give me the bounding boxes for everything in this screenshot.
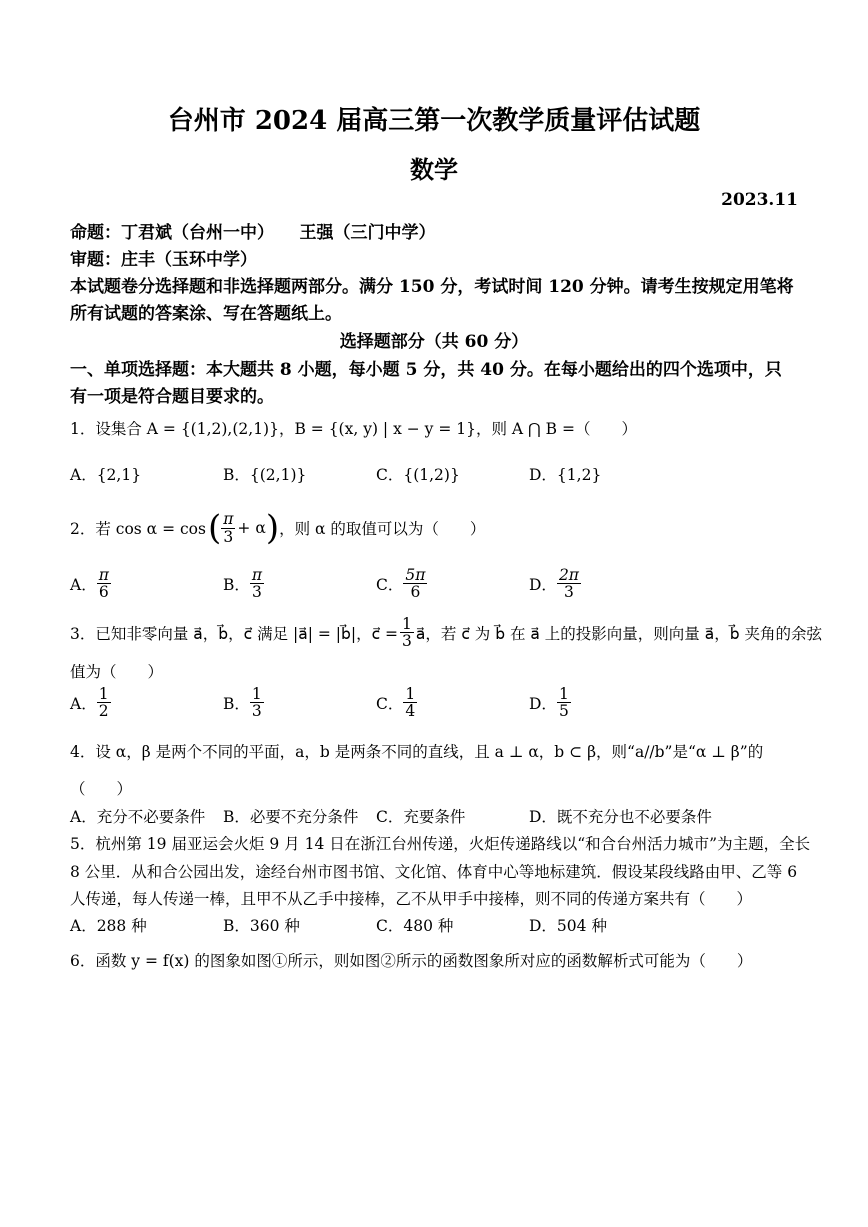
fraction-denominator: 6 — [98, 583, 109, 602]
question-2-stem-post: ，则 α 的取值可以为（ ） — [279, 520, 486, 538]
part-instructions-1: 一、单项选择题：本大题共 8 小题，每小题 5 分，共 40 分。在每小题给出的四个选项中，只 — [70, 360, 782, 380]
question-5-stem-line-1: 5．杭州第 19 届亚运会火炬 9 月 14 日在浙江台州传递，火炬传递路线以“和合台州活力城市”为主题，全长 — [70, 835, 811, 853]
question-5-stem-line-2: 8 公里．从和合公园出发，途经台州市图书馆、文化馆、体育中心等地标建筑．假设某段线路由甲、乙等 6 — [70, 863, 798, 881]
question-2-fraction — [221, 511, 235, 545]
question-3-stem-part-1: 3．已知非零向量 a⃗，b⃗，c⃗ 满足 |a⃗| = |b⃗|，c⃗ = — [70, 624, 399, 643]
question-3-option-b — [223, 686, 264, 720]
option-label: A． — [70, 694, 97, 713]
question-6-stem: 6．函数 y = f(x) 的图象如图①所示，则如图②所示的函数图象所对应的函数解析式可能为（ ） — [70, 952, 753, 970]
fraction-numerator: 5π — [405, 566, 426, 584]
authors-line: 命题：丁君斌（台州一中） 王强（三门中学） — [70, 223, 436, 243]
option-label: C． — [376, 575, 404, 594]
option-label: B． — [223, 575, 250, 594]
question-2-option-b — [223, 567, 264, 601]
section-heading: 选择题部分（共 60 分） — [339, 332, 529, 352]
question-1-option-c: C．{(1,2)} — [376, 466, 460, 484]
fraction-denominator: 6 — [410, 583, 421, 602]
fraction-numerator: 1 — [405, 685, 416, 703]
fraction-numerator: 1 — [558, 685, 569, 703]
fraction-denominator: 2 — [98, 702, 109, 721]
fraction-denominator: 3 — [564, 583, 574, 602]
part-instructions-2: 有一项是符合题目要求的。 — [70, 387, 274, 407]
option-fraction — [557, 567, 581, 601]
fraction-numerator: π — [98, 566, 109, 584]
fraction-denominator: 4 — [405, 702, 416, 721]
question-4-option-d: D．既不充分也不必要条件 — [529, 808, 712, 826]
question-2-plus-alpha: + α — [237, 519, 266, 537]
option-fraction — [250, 686, 264, 720]
question-3-stem-part-3: 值为（ ） — [70, 663, 164, 681]
question-5-option-b: B．360 种 — [223, 917, 300, 935]
fraction-denominator: 3 — [402, 632, 412, 651]
fraction-numerator: π — [223, 510, 234, 529]
fraction-denominator: 3 — [252, 583, 262, 602]
option-label: B． — [223, 694, 250, 713]
exam-title: 台州市 2024 届高三第一次教学质量评估试题 — [167, 106, 701, 136]
question-1-option-a: A．{2,1} — [70, 466, 142, 484]
option-label: A． — [70, 575, 97, 594]
question-4-option-a: A．充分不必要条件 — [70, 808, 206, 826]
question-5-stem-line-3: 人传递，每人传递一棒，且甲不从乙手中接棒，乙不从甲手中接棒，则不同的传递方案共有（ ） — [70, 890, 753, 908]
fraction-numerator: π — [251, 566, 263, 584]
option-fraction — [97, 686, 111, 720]
subject-title: 数学 — [410, 155, 458, 184]
question-3-option-a — [70, 686, 111, 720]
option-fraction — [250, 567, 264, 601]
option-label: D． — [529, 694, 557, 713]
option-label: D． — [529, 575, 557, 594]
question-3-stem-part-2: a⃗，若 c⃗ 为 b⃗ 在 a⃗ 上的投影向量，则向量 a⃗，b⃗ 夹角的余弦 — [415, 624, 823, 643]
fraction-denominator: 5 — [558, 702, 569, 721]
question-3-fraction — [400, 616, 414, 650]
question-2-option-d — [529, 567, 581, 601]
fraction-numerator: 2π — [558, 566, 579, 584]
question-4-stem: 4．设 α，β 是两个不同的平面，a，b 是两条不同的直线，且 a ⊥ α，b ⊂ β，则“a//b”是“α ⊥ β”的 — [70, 743, 764, 761]
question-5-option-a: A．288 种 — [70, 917, 147, 935]
open-paren: ( — [207, 508, 222, 548]
fraction-numerator: 1 — [98, 685, 109, 703]
question-2-option-a — [70, 567, 111, 601]
fraction-denominator: 3 — [251, 702, 262, 721]
close-paren: ) — [265, 508, 280, 548]
fraction-denominator: 3 — [223, 527, 234, 546]
fraction-numerator: 1 — [402, 615, 412, 633]
question-1-option-b: B．{(2,1)} — [223, 466, 307, 484]
question-4-stem-paren: （ ） — [70, 780, 133, 798]
fraction-numerator: 1 — [251, 685, 262, 703]
instructions-line-1: 本试题卷分选择题和非选择题两部分。满分 150 分，考试时间 120 分钟。请考生按规定用笔将 — [70, 277, 794, 297]
question-3-option-c — [376, 686, 417, 720]
question-5-option-d: D．504 种 — [529, 917, 607, 935]
question-2-stem — [70, 508, 485, 548]
exam-date: 2023.11 — [721, 190, 798, 210]
question-3-option-d — [529, 686, 571, 720]
question-4-option-b: B．必要不充分条件 — [223, 808, 359, 826]
question-4-option-c: C．充要条件 — [376, 808, 466, 826]
question-2-option-c — [376, 567, 427, 601]
question-1-stem: 1．设集合 A = {(1,2),(2,1)}，B = {(x, y) | x − y = 1}，则 A ⋂ B =（ ） — [70, 420, 637, 438]
instructions-line-2: 所有试题的答案涂、写在答题纸上。 — [70, 304, 342, 324]
option-fraction — [557, 686, 571, 720]
question-2-stem-pre: 2．若 cos α = cos — [70, 520, 206, 538]
option-fraction — [403, 686, 417, 720]
reviewer-line: 审题：庄丰（玉环中学） — [70, 250, 257, 270]
option-label: C． — [376, 694, 404, 713]
question-3-stem — [70, 616, 822, 650]
option-fraction — [403, 567, 427, 601]
question-1-option-d: D．{1,2} — [529, 466, 602, 484]
option-fraction — [97, 567, 111, 601]
question-5-option-c: C．480 种 — [376, 917, 454, 935]
